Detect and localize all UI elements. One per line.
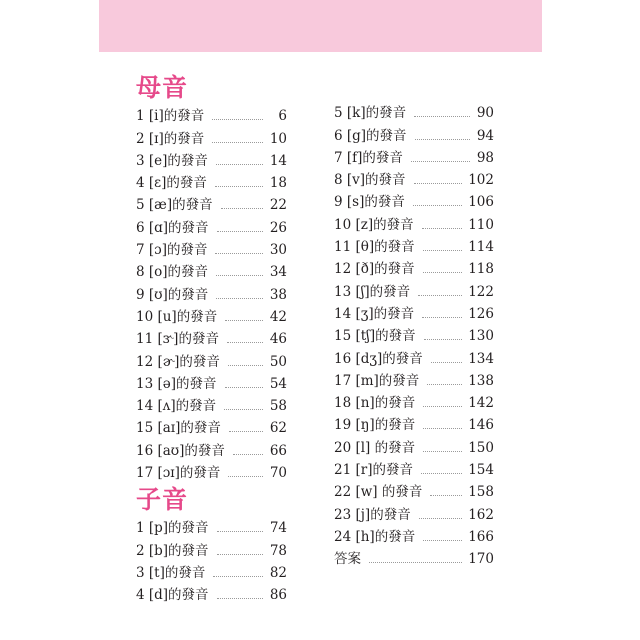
toc-column-left <box>136 73 287 604</box>
toc-entry[interactable] <box>334 501 494 523</box>
dot-leader <box>227 342 263 343</box>
toc-entry[interactable] <box>136 415 287 437</box>
toc-entry-label: 15 [aɪ]的發音 <box>136 420 221 437</box>
toc-entry-label: 1 [p]的發音 <box>136 520 209 537</box>
toc-entry-page: 70 <box>269 465 287 482</box>
toc-entry[interactable] <box>334 524 494 546</box>
toc-entry-page: 82 <box>269 564 287 581</box>
toc-entry[interactable] <box>136 125 287 147</box>
toc-entry[interactable] <box>136 393 287 415</box>
dot-leader <box>422 228 463 229</box>
dot-leader <box>225 387 264 388</box>
toc-entry-answers[interactable] <box>334 546 494 568</box>
toc-entry-page: 146 <box>468 417 494 434</box>
dot-leader <box>217 231 263 232</box>
toc-entry-page: 34 <box>269 264 287 281</box>
toc-entry-label: 11 [ɝ]的發音 <box>136 331 219 348</box>
dot-leader <box>415 139 470 140</box>
dot-leader <box>423 428 462 429</box>
toc-entry[interactable] <box>136 237 287 259</box>
toc-entry[interactable] <box>136 103 287 125</box>
toc-entry[interactable] <box>334 301 494 323</box>
toc-entry-label: 2 [ɪ]的發音 <box>136 130 205 147</box>
toc-entry[interactable] <box>334 434 494 456</box>
toc-entry-label: 16 [dʒ]的發音 <box>334 350 423 367</box>
vowel-list <box>136 103 287 482</box>
dot-leader <box>419 518 463 519</box>
toc-entry-page: 134 <box>468 350 494 367</box>
toc-entry-page: 66 <box>269 442 287 459</box>
toc-entry[interactable] <box>334 390 494 412</box>
toc-entry-page: 14 <box>269 152 287 169</box>
dot-leader <box>212 142 263 143</box>
toc-entry[interactable] <box>136 460 287 482</box>
toc-entry[interactable] <box>334 122 494 144</box>
toc-entry[interactable] <box>136 582 287 604</box>
toc-entry-page: 126 <box>468 305 494 322</box>
toc-entry-label: 8 [v]的發音 <box>334 172 406 189</box>
toc-entry-page: 166 <box>468 528 494 545</box>
toc-entry-label: 14 [ʌ]的發音 <box>136 398 217 415</box>
dot-leader <box>224 409 263 410</box>
toc-entry[interactable] <box>136 281 287 303</box>
toc-entry-label: 13 [ə]的發音 <box>136 375 217 392</box>
toc-entry-label: 3 [e]的發音 <box>136 152 208 169</box>
toc-entry[interactable] <box>136 437 287 459</box>
toc-entry[interactable] <box>334 256 494 278</box>
toc-entry-label: 13 [ʃ]的發音 <box>334 283 411 300</box>
toc-entry-label: 21 [r]的發音 <box>334 462 413 479</box>
toc-entry-label: 9 [ʊ]的發音 <box>136 286 209 303</box>
toc-entry[interactable] <box>136 326 287 348</box>
dot-leader <box>413 205 462 206</box>
toc-entry[interactable] <box>334 412 494 434</box>
toc-entry[interactable] <box>136 192 287 214</box>
toc-entry-label: 1 [i]的發音 <box>136 108 205 125</box>
dot-leader <box>225 320 263 321</box>
toc-entry-label: 4 [ɛ]的發音 <box>136 175 207 192</box>
toc-entry-page: 154 <box>468 462 494 479</box>
dot-leader <box>427 384 462 385</box>
section-title-consonants: 子音 <box>136 485 189 515</box>
toc-entry-page: 130 <box>468 328 494 345</box>
toc-entry-page: 114 <box>468 239 494 256</box>
toc-entry[interactable] <box>334 323 494 345</box>
toc-entry-page: 122 <box>468 283 494 300</box>
dot-leader <box>423 272 463 273</box>
toc-entry-page: 10 <box>269 130 287 147</box>
dot-leader <box>216 275 263 276</box>
toc-entry-label: 6 [ɑ]的發音 <box>136 219 209 236</box>
toc-entry[interactable] <box>136 214 287 236</box>
toc-entry-label: 2 [b]的發音 <box>136 542 209 559</box>
toc-entry-label: 23 [j]的發音 <box>334 506 411 523</box>
toc-entry-page: 42 <box>269 308 287 325</box>
toc-entry-label: 3 [t]的發音 <box>136 564 206 581</box>
toc-entry-label: 7 [ɔ]的發音 <box>136 242 208 259</box>
toc-entry-label: 24 [h]的發音 <box>334 528 416 545</box>
toc-entry-page: 6 <box>278 108 287 125</box>
toc-entry-page: 94 <box>476 127 494 144</box>
toc-entry-label: 7 [f]的發音 <box>334 149 403 166</box>
toc-entry[interactable] <box>334 479 494 501</box>
toc-entry-page: 102 <box>468 172 494 189</box>
toc-entry[interactable] <box>334 145 494 167</box>
toc-entry-page: 62 <box>269 420 287 437</box>
toc-entry-page: 30 <box>269 242 287 259</box>
dot-leader <box>233 454 263 455</box>
toc-entry-page: 38 <box>269 286 287 303</box>
toc-entry[interactable] <box>136 560 287 582</box>
dot-leader <box>212 119 263 120</box>
toc-entry[interactable] <box>334 189 494 211</box>
dot-leader <box>423 250 463 251</box>
toc-entry-page: 22 <box>269 197 287 214</box>
dot-leader <box>423 451 462 452</box>
toc-entry-label: 14 [ʒ]的發音 <box>334 305 415 322</box>
dot-leader <box>221 208 263 209</box>
dot-leader <box>229 431 263 432</box>
toc-entry-label: 18 [n]的發音 <box>334 395 416 412</box>
toc-entry-page: 142 <box>468 395 494 412</box>
dot-leader <box>216 298 263 299</box>
toc-entry[interactable] <box>334 345 494 367</box>
toc-column-right <box>334 100 494 568</box>
toc-entry[interactable] <box>136 371 287 393</box>
toc-entry-page: 90 <box>476 105 494 122</box>
toc-entry-label: 5 [k]的發音 <box>334 105 407 122</box>
toc-entry[interactable] <box>136 348 287 370</box>
dot-leader <box>217 531 263 532</box>
toc-entry[interactable] <box>334 368 494 390</box>
toc-entry[interactable] <box>334 457 494 479</box>
toc-entry-page: 150 <box>468 439 494 456</box>
toc-entry-page: 26 <box>269 219 287 236</box>
toc-entry-label: 16 [aʊ]的發音 <box>136 442 225 459</box>
dot-leader <box>369 562 462 563</box>
toc-entry-label: 5 [æ]的發音 <box>136 197 213 214</box>
toc-entry[interactable] <box>136 148 287 170</box>
toc-entry[interactable] <box>136 304 287 326</box>
dot-leader <box>421 473 462 474</box>
dot-leader <box>217 598 263 599</box>
dot-leader <box>215 253 263 254</box>
dot-leader <box>414 183 463 184</box>
dot-leader <box>423 406 462 407</box>
dot-leader <box>422 317 462 318</box>
dot-leader <box>228 476 263 477</box>
dot-leader <box>217 554 263 555</box>
toc-entry[interactable] <box>334 167 494 189</box>
answers-list <box>334 546 494 568</box>
dot-leader <box>414 116 470 117</box>
toc-entry-label: 19 [ŋ]的發音 <box>334 417 416 434</box>
toc-entry-label: 11 [θ]的發音 <box>334 239 415 256</box>
dot-leader <box>424 339 463 340</box>
toc-entry-label: 17 [m]的發音 <box>334 372 420 389</box>
dot-leader <box>215 186 263 187</box>
toc-entry-page: 78 <box>269 542 287 559</box>
toc-entry-page: 138 <box>468 372 494 389</box>
dot-leader <box>228 365 263 366</box>
toc-entry-label: 10 [u]的發音 <box>136 308 218 325</box>
toc-entry-page: 86 <box>269 587 287 604</box>
toc-entry-page: 50 <box>269 353 287 370</box>
toc-entry-page: 118 <box>468 261 494 278</box>
dot-leader <box>418 295 462 296</box>
toc-entry[interactable] <box>136 537 287 559</box>
toc-entry-label: 15 [tʃ]的發音 <box>334 328 416 345</box>
toc-entry-page: 158 <box>468 484 494 501</box>
toc-entry[interactable] <box>334 100 494 122</box>
dot-leader <box>423 540 462 541</box>
header-band <box>99 0 542 52</box>
dot-leader <box>213 576 263 577</box>
toc-entry[interactable] <box>136 515 287 537</box>
consonant-list <box>136 515 287 604</box>
toc-entry-page: 162 <box>468 506 494 523</box>
dot-leader <box>216 164 263 165</box>
toc-entry-page: 58 <box>269 398 287 415</box>
toc-entry-label: 8 [o]的發音 <box>136 264 209 281</box>
toc-entry[interactable] <box>136 259 287 281</box>
toc-entry-label: 9 [s]的發音 <box>334 194 405 211</box>
toc-entry[interactable] <box>334 234 494 256</box>
dot-leader <box>430 495 462 496</box>
toc-entry-label: 12 [ð]的發音 <box>334 261 415 278</box>
toc-entry[interactable] <box>334 278 494 300</box>
toc-entry-page: 98 <box>476 149 494 166</box>
toc-entry-label: 6 [g]的發音 <box>334 127 407 144</box>
toc-entry-page: 110 <box>468 216 494 233</box>
consonant-list-continued <box>334 100 494 546</box>
section-title-vowels: 母音 <box>136 73 189 102</box>
toc-entry-label: 20 [l] 的發音 <box>334 439 416 456</box>
toc-entry-page: 74 <box>269 520 287 537</box>
toc-entry-label: 10 [z]的發音 <box>334 216 414 233</box>
toc-entry-page: 170 <box>468 551 494 568</box>
toc-entry-label: 答案 <box>334 551 361 568</box>
dot-leader <box>431 362 462 363</box>
toc-entry-page: 54 <box>269 375 287 392</box>
toc-entry-label: 12 [ɚ]的發音 <box>136 353 220 370</box>
toc-entry-page: 106 <box>468 194 494 211</box>
toc-entry-page: 46 <box>269 331 287 348</box>
toc-entry-label: 22 [w] 的發音 <box>334 484 423 501</box>
toc-entry[interactable] <box>334 211 494 233</box>
toc-entry-label: 4 [d]的發音 <box>136 587 209 604</box>
toc-entry-page: 18 <box>269 175 287 192</box>
toc-entry[interactable] <box>136 170 287 192</box>
dot-leader <box>411 161 470 162</box>
toc-entry-label: 17 [ɔɪ]的發音 <box>136 465 221 482</box>
